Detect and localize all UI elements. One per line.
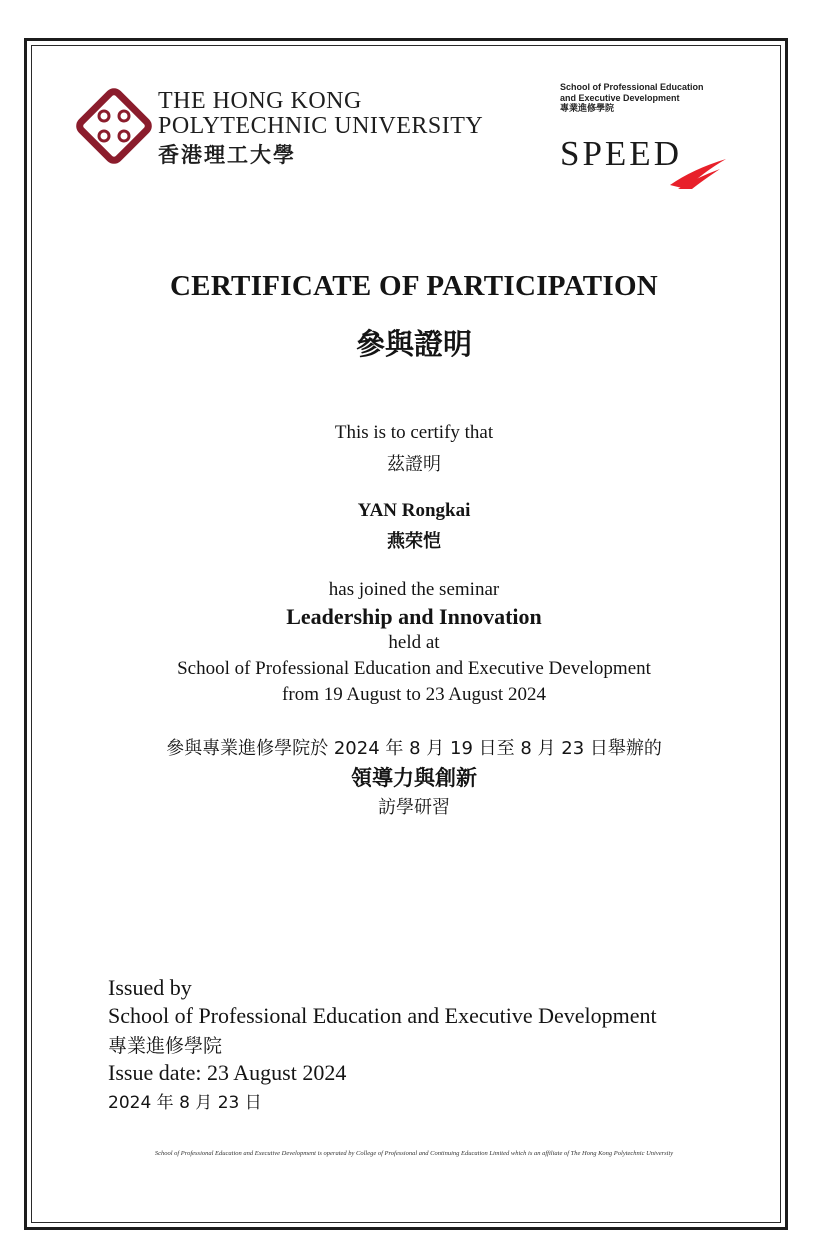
- polyu-logo-icon: [74, 86, 154, 166]
- issue-date: Issue date: 23 August 2024: [108, 1060, 347, 1085]
- issue-date-zh: 2024 年 8 月 23 日: [108, 1093, 262, 1113]
- university-name-line2: POLYTECHNIC UNIVERSITY: [158, 113, 484, 139]
- issued-by-label: Issued by: [108, 975, 192, 1000]
- seminar-dates: from 19 August to 23 August 2024: [282, 684, 546, 705]
- study-type-zh: 訪學研習: [378, 797, 450, 818]
- certificate-title: CERTIFICATE OF PARTICIPATION: [169, 270, 659, 302]
- recipient-name-zh: 燕荣恺: [387, 531, 441, 552]
- university-name-line1: THE HONG KONG: [158, 88, 362, 114]
- held-at-text: held at: [388, 632, 440, 653]
- joined-text: has joined the seminar: [328, 579, 500, 600]
- certify-text: This is to certify that: [334, 422, 494, 443]
- seminar-title: Leadership and Innovation: [286, 604, 542, 629]
- speed-school-line1: School of Professional Education: [560, 82, 704, 92]
- certify-text-zh: 茲證明: [387, 454, 441, 475]
- seminar-title-zh: 領導力與創新: [351, 766, 477, 790]
- university-name-zh: 香港理工大學: [158, 143, 296, 167]
- zh-description: 參與專業進修學院於 2024 年 8 月 19 日至 8 月 23 日舉辦的: [166, 738, 662, 759]
- speed-swoosh-icon: [668, 155, 728, 191]
- certificate-title-zh: 參與證明: [355, 327, 472, 361]
- speed-school-line2: and Executive Development: [560, 93, 680, 103]
- issuer-school: School of Professional Education and Executive Development: [108, 1003, 657, 1028]
- issuer-school-zh: 專業進修學院: [108, 1035, 223, 1057]
- speed-wordmark: SPEED: [560, 134, 682, 173]
- host-school: School of Professional Education and Executive Development: [177, 658, 651, 679]
- footer-note: School of Professional Education and Executive Development is operated by College of Professional and Continuing Education Limited which is an affiliate of The Hong Kong Polytechnic University: [154, 1150, 674, 1157]
- speed-school-zh: 專業進修學院: [560, 104, 615, 114]
- recipient-name: YAN Rongkai: [357, 500, 471, 521]
